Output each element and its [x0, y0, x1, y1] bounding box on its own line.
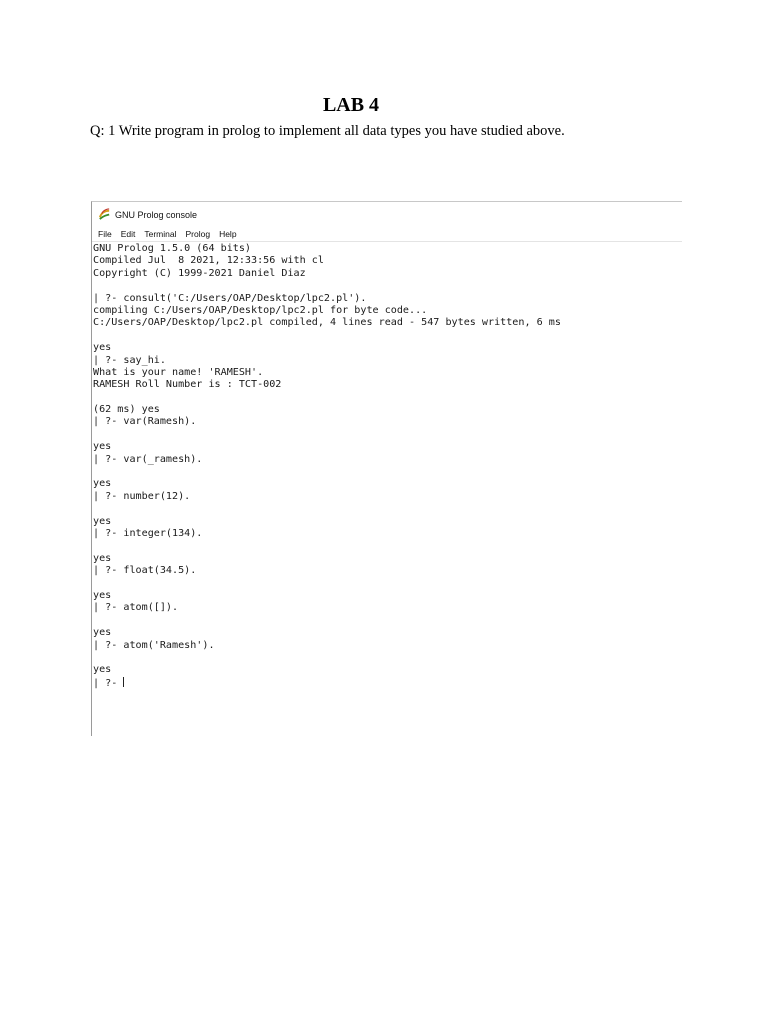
console-line: | ?- float(34.5).	[93, 565, 197, 577]
console-line: yes	[93, 478, 112, 490]
console-line: (62 ms) yes	[93, 404, 160, 416]
window-title: GNU Prolog console	[115, 209, 198, 220]
text-cursor	[123, 677, 124, 687]
console-line: yes	[93, 342, 112, 354]
prolog-console-screenshot	[91, 201, 682, 736]
menu-edit[interactable]: Edit	[120, 229, 136, 239]
console-line: GNU Prolog 1.5.0 (64 bits)	[93, 243, 252, 254]
gnu-prolog-icon	[98, 208, 111, 221]
console-line: compiling C:/Users/OAP/Desktop/lpc2.pl for byte code...	[93, 304, 428, 316]
menu-help[interactable]: Help	[219, 229, 237, 239]
console-line: What is your name! 'RAMESH'.	[93, 366, 264, 378]
menu-file[interactable]: File	[98, 229, 112, 239]
menu-bar	[92, 227, 682, 242]
console-line	[93, 503, 682, 515]
console-line	[93, 330, 682, 342]
console-line: | ?-	[93, 677, 124, 689]
console-output[interactable]	[92, 242, 682, 689]
console-line: | ?- var(_ramesh).	[93, 453, 203, 465]
console-line: yes	[93, 664, 112, 676]
console-line: yes	[93, 441, 112, 453]
question-text: Q: 1 Write program in prolog to implement all data types you have studied above.	[90, 123, 565, 139]
console-line: | ?- atom('Ramesh').	[93, 639, 215, 651]
console-line: yes	[93, 515, 112, 527]
console-line: yes	[93, 552, 112, 564]
menu-terminal[interactable]: Terminal	[144, 229, 177, 239]
menu-prolog[interactable]: Prolog	[185, 229, 211, 239]
console-line	[93, 280, 682, 292]
console-line: C:/Users/OAP/Desktop/lpc2.pl compiled, 4 lines read - 547 bytes written, 6 ms	[93, 317, 561, 329]
console-line: yes	[93, 627, 112, 639]
lab-title: LAB 4	[322, 94, 380, 116]
console-line: | ?- consult('C:/Users/OAP/Desktop/lpc2.pl').	[93, 292, 367, 304]
console-line: RAMESH Roll Number is : TCT-002	[93, 379, 282, 391]
console-line: | ?- integer(134).	[93, 527, 203, 539]
console-line	[93, 652, 682, 664]
console-line	[93, 615, 682, 627]
window-titlebar	[92, 202, 682, 227]
console-line	[93, 466, 682, 478]
console-line	[93, 540, 682, 552]
console-line: Compiled Jul 8 2021, 12:33:56 with cl	[93, 255, 324, 267]
console-line	[93, 429, 682, 441]
console-line	[93, 392, 682, 404]
console-line: | ?- atom([]).	[93, 602, 179, 614]
console-line: Copyright (C) 1999-2021 Daniel Diaz	[93, 267, 306, 279]
console-line: | ?- number(12).	[93, 490, 191, 502]
console-line	[93, 578, 682, 590]
console-line: | ?- say_hi.	[93, 354, 166, 366]
console-line: yes	[93, 589, 112, 601]
console-line: | ?- var(Ramesh).	[93, 416, 197, 428]
